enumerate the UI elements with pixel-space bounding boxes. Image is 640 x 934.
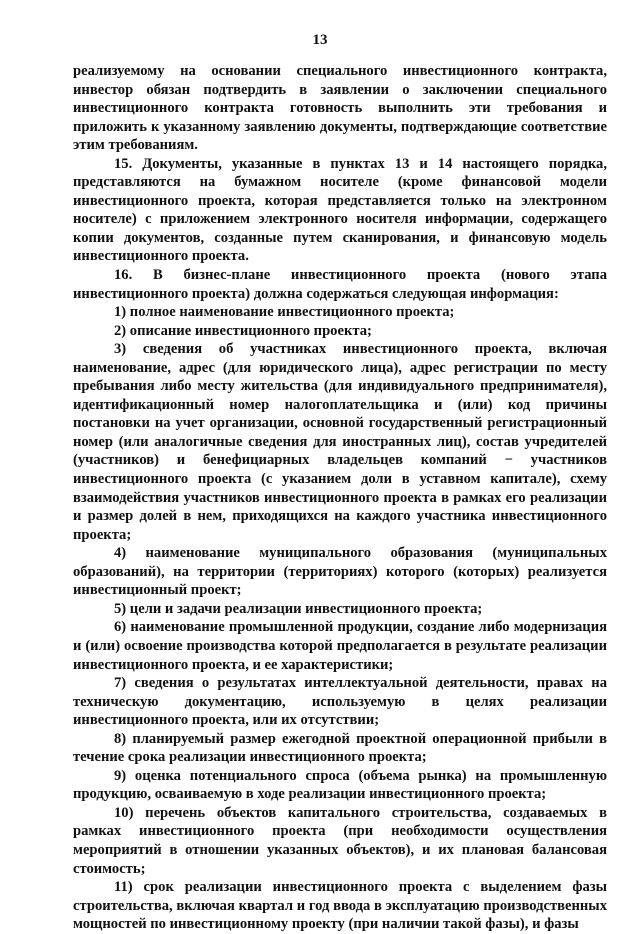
list-item-1: 1) полное наименование инвестиционного проекта; [114, 304, 455, 321]
list-item-4: 4) наименование муниципального образования (муниципальных образований), на территории (территориях) которого (которых) реализуется инвестиционный проект; [73, 545, 607, 599]
list-item-11: 11) срок реализации инвестиционного проекта с выделением фазы строительства, включая квартал и год ввода в эксплуатацию производственных мощностей по инвестиционному проекту (при наличии такой фазы), и фазы [73, 879, 607, 933]
list-item-10: 10) перечень объектов капитального строительства, создаваемых в рамках инвестиционного проекта (при необходимости осуществления мероприятий в отношении указанных объектов), и их плановая балансовая стоимость; [73, 804, 607, 877]
list-item-6: 6) наименование промышленной продукции, создание либо модернизация и (или) освоение производства которой предполагается в результате реализации инвестиционного проекта, и ее характеристики; [73, 619, 607, 673]
paragraph-16: 16. В бизнес-плане инвестиционного проекта (нового этапа инвестиционного проекта) должна содержаться следующая информация: [73, 267, 607, 302]
paragraph-15: 15. Документы, указанные в пунктах 13 и 14 настоящего порядка, представляются на бумажном носителе (кроме финансовой модели инвестиционного проекта, которая представляется только на электронном носителе) с приложением электронного носителя информации, содержащего копии документов, созданные путем сканирования, и финансовую модель инвестиционного проекта. [73, 155, 607, 265]
list-item-9: 9) оценка потенциального спроса (объема рынка) на промышленную продукцию, осваиваемую в ходе реализации инвестиционного проекта; [73, 767, 607, 803]
list-item-8: 8) планируемый размер ежегодной проектной операционной прибыли в течение срока реализации инвестиционного проекта; [73, 730, 607, 766]
document-body [73, 62, 607, 934]
paragraph-continuation: реализуемому на основании специального инвестиционного контракта, инвестор обязан подтвердить в заявлении о заключении специального инвестиционного контракта готовность выполнить эти требования и приложить к указанному заявлению документы, подтверждающие соответствие этим требованиям. [73, 63, 607, 154]
page-number: 13 [312, 32, 328, 48]
list-item-2: 2) описание инвестиционного проекта; [114, 322, 372, 339]
list-item-3: 3) сведения об участниках инвестиционного проекта, включая наименование, адрес (для юридического лица), адрес регистрации по месту пребывания либо месту жительства (для индивидуального предпринимателя), идентификационный номер налогоплательщика и (или) код причины постановки на учет организации, основной государственный регистрационный номер (или аналогичные сведения для иностранных лиц), состав учредителей (участников) и бенефициарных владельцев компаний − участников инвестиционного проекта (с указанием доли в уставном капитале), схему взаимодействия участников инвестиционного проекта в рамках его реализации и размер долей в нем, приходящихся на каждого участника инвестиционного проекта; [73, 341, 607, 543]
list-item-5: 5) цели и задачи реализации инвестиционного проекта; [114, 600, 483, 617]
list-item-7: 7) сведения о результатах интеллектуальной деятельности, правах на техническую документацию, используемую в целях реализации инвестиционного проекта, или их отсутствии; [73, 675, 607, 729]
